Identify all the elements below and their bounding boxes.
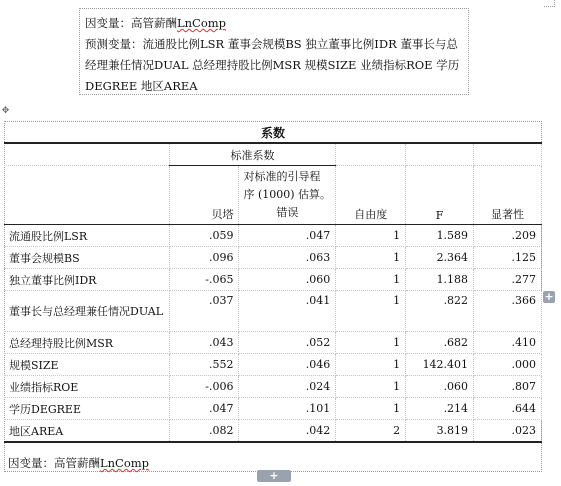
beta-cell: .552: [169, 354, 239, 376]
df-cell: 1: [336, 376, 406, 398]
beta-cell: .043: [169, 332, 239, 354]
footnote-var: LnComp: [100, 456, 150, 470]
predictor-line-3: DEGREE 地区AREA: [85, 79, 198, 93]
table-row: [4, 291, 542, 332]
df-cell: 1: [336, 269, 406, 291]
f-cell: .060: [406, 376, 474, 398]
row-label: 业绩指标ROE: [4, 376, 169, 398]
header-empty: [4, 143, 169, 166]
sig-header: 显著性: [474, 166, 542, 225]
table-row: [4, 398, 542, 420]
row-label: 独立董事比例IDR: [4, 269, 169, 291]
error-cell: .047: [239, 225, 336, 247]
row-label: 董事长与总经理兼任情况DUAL: [4, 291, 169, 332]
df-cell: 1: [336, 291, 406, 332]
table-footnote: [8, 455, 149, 471]
sig-cell: .644: [474, 398, 542, 420]
error-cell: .063: [239, 247, 336, 269]
header-empty-df: [336, 143, 406, 166]
error-header: [239, 166, 336, 225]
sig-cell: .277: [474, 269, 542, 291]
sig-cell: .807: [474, 376, 542, 398]
sig-cell: .000: [474, 354, 542, 376]
table-row: [4, 332, 542, 354]
plus-icon[interactable]: +: [544, 290, 554, 303]
f-cell: 1.589: [406, 225, 474, 247]
df-cell: 1: [336, 398, 406, 420]
row-label: 学历DEGREE: [4, 398, 169, 420]
row-label: 规模SIZE: [4, 354, 169, 376]
error-cell: .046: [239, 354, 336, 376]
beta-cell: .037: [169, 291, 239, 332]
f-cell: .214: [406, 398, 474, 420]
dependent-value: 高管薪酬: [131, 16, 177, 30]
predictor-line-2: 经理兼任情况DUAL 总经理持股比例MSR 规模SIZE 业绩指标ROE 学历: [85, 58, 460, 72]
error-cell: .060: [239, 269, 336, 291]
f-cell: 2.364: [406, 247, 474, 269]
beta-cell: .059: [169, 225, 239, 247]
footnote-text: 因变量：高管薪酬: [8, 456, 100, 470]
row-label: 董事会规模BS: [4, 247, 169, 269]
beta-cell: .096: [169, 247, 239, 269]
df-cell: 1: [336, 332, 406, 354]
move-icon[interactable]: ✥: [1, 106, 10, 116]
table-row: [4, 269, 542, 291]
table-title: 系数: [260, 126, 285, 140]
f-cell: .822: [406, 291, 474, 332]
beta-cell: .047: [169, 398, 239, 420]
dependent-label: 因变量：: [85, 16, 131, 30]
f-cell: 3.819: [406, 420, 474, 443]
beta-cell: -.006: [169, 376, 239, 398]
sig-cell: .023: [474, 420, 542, 443]
header-empty-f: [406, 143, 474, 166]
f-cell: .682: [406, 332, 474, 354]
table-row: [4, 247, 542, 269]
error-cell: .052: [239, 332, 336, 354]
df-cell: 2: [336, 420, 406, 443]
table-row: [4, 225, 542, 247]
header-row-2: [4, 166, 542, 225]
coefficients-table: [4, 142, 542, 443]
predictor-line-1: 预测变量：流通股比例LSR 董事会规模BS 独立董事比例IDR 董事长与总: [85, 37, 458, 51]
header-row-1: [4, 143, 542, 166]
df-header: 自由度: [336, 166, 406, 225]
expand-bottom-plus-icon[interactable]: +: [257, 470, 291, 482]
dependent-variable-line: [85, 13, 463, 34]
row-label: 流通股比例LSR: [4, 225, 169, 247]
error-cell: .041: [239, 291, 336, 332]
df-cell: 1: [336, 354, 406, 376]
table-row: [4, 354, 542, 376]
error-cell: .042: [239, 420, 336, 443]
error-label: 错误: [276, 206, 299, 219]
sig-cell: .125: [474, 247, 542, 269]
sig-cell: .410: [474, 332, 542, 354]
f-cell: 142.401: [406, 354, 474, 376]
df-cell: 1: [336, 225, 406, 247]
f-cell: 1.188: [406, 269, 474, 291]
row-label: 地区AREA: [4, 420, 169, 443]
df-cell: 1: [336, 247, 406, 269]
table-row: [4, 420, 542, 443]
header-label-col: [4, 166, 169, 225]
beta-cell: -.065: [169, 269, 239, 291]
std-coef-group-header: 标准系数: [169, 143, 336, 166]
header-empty-sig: [474, 143, 542, 166]
beta-cell: .082: [169, 420, 239, 443]
row-label: 总经理持股比例MSR: [4, 332, 169, 354]
corner-guide: [544, 0, 555, 7]
error-note: 对标准的引导程序 (1000) 估算。: [243, 170, 332, 201]
error-cell: .101: [239, 398, 336, 420]
table-row: [4, 376, 542, 398]
error-cell: .024: [239, 376, 336, 398]
model-notes-box[interactable]: [79, 8, 469, 95]
f-header: F: [406, 166, 474, 225]
sig-cell: .366: [474, 291, 542, 332]
sig-cell: .209: [474, 225, 542, 247]
beta-header: 贝塔: [169, 166, 239, 225]
dependent-var-name: LnComp: [177, 16, 227, 30]
